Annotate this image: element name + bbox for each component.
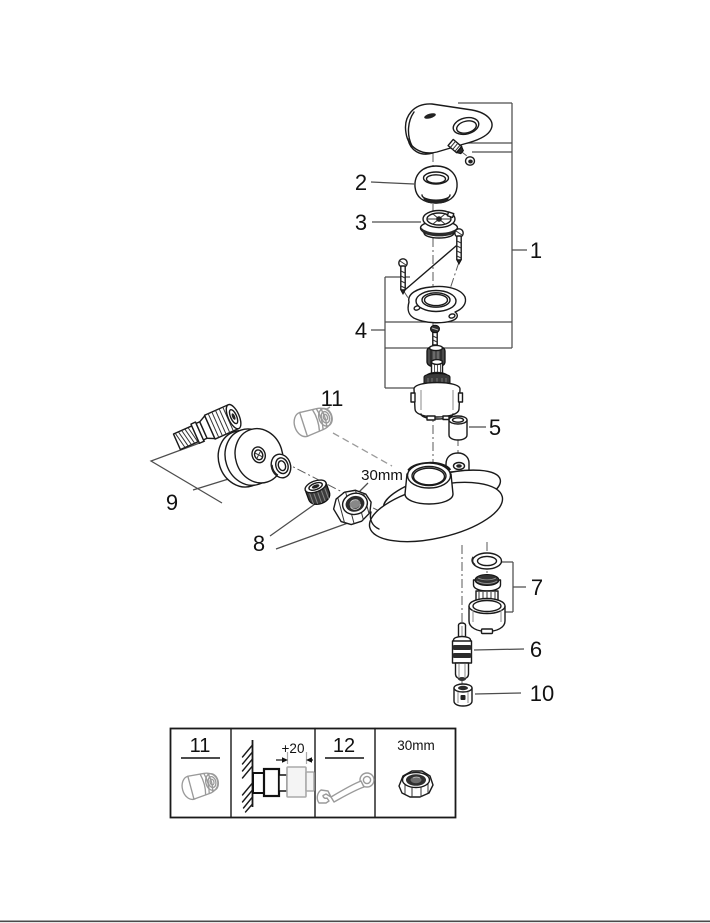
callout-label-3: 3	[354, 210, 368, 235]
legend-label-12: 12	[332, 735, 356, 757]
plug-part5	[449, 416, 467, 440]
callout-label-10: 10	[529, 681, 555, 706]
cartridge-cap	[421, 211, 458, 239]
callout-label-4: 4	[354, 318, 368, 343]
callout-label-7: 7	[530, 575, 544, 600]
escutcheon-ring	[408, 286, 465, 322]
callout-label-6: 6	[529, 637, 543, 662]
callout-label-2: 2	[354, 170, 368, 195]
dome-cap	[415, 166, 457, 204]
filter-insert	[303, 477, 332, 507]
aerator-housing	[469, 599, 505, 634]
callout-label-11: 11	[320, 386, 344, 411]
callout-label-1: 1	[529, 238, 543, 263]
union-nut-30mm	[330, 486, 375, 528]
diverter-cartridge	[453, 623, 472, 681]
callout-label-9: 9	[165, 490, 179, 515]
screw-cap	[466, 157, 475, 165]
legend-label-11: 11	[189, 735, 211, 757]
o-ring	[472, 553, 501, 569]
union-nut-icon	[399, 771, 433, 797]
extension-dimension-label: +20	[281, 741, 305, 756]
cartridge	[411, 360, 463, 420]
cap-nut	[454, 684, 472, 706]
legend-nut-size-label: 30mm	[397, 738, 435, 753]
callout-label-5: 5	[488, 415, 502, 440]
nut-size-annotation: 30mm	[361, 467, 403, 484]
legend-box	[171, 729, 456, 818]
callout-label-8: 8	[252, 531, 266, 556]
